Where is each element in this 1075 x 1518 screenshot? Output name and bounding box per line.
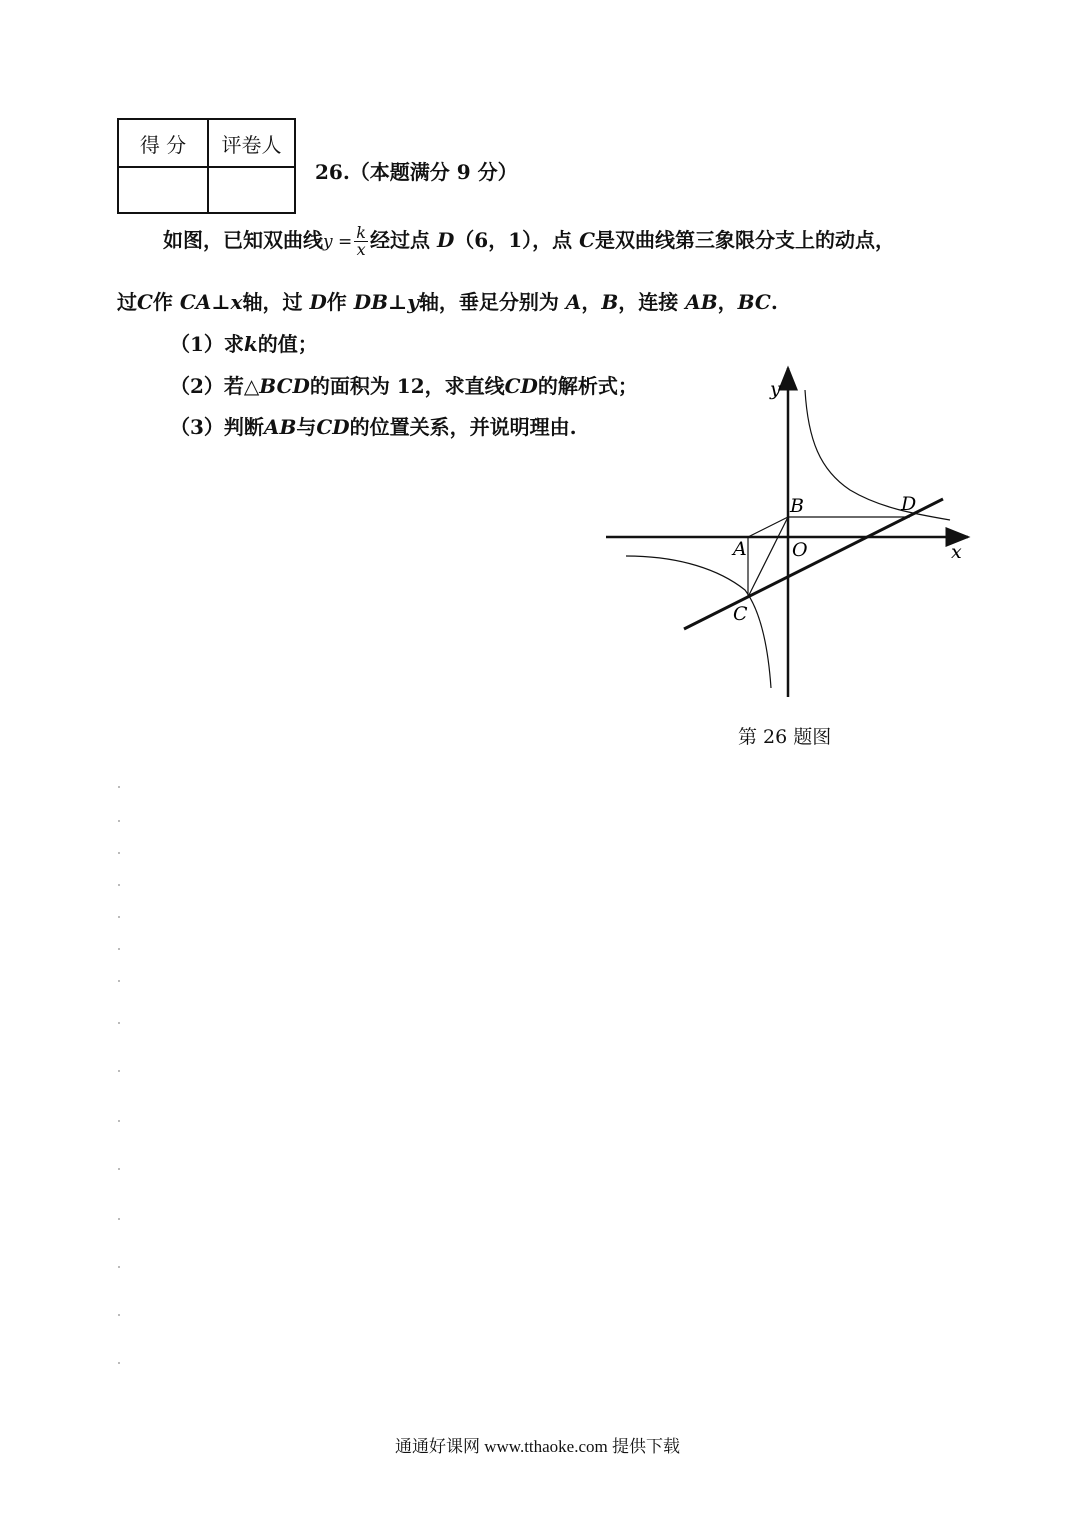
question-number-title: 26.（本题满分 9 分） <box>315 160 518 184</box>
text: 作 <box>152 290 173 314</box>
intro-text: 如图，已知双曲线 <box>163 228 323 252</box>
page-footer: 通通好课网 www.tthaoke.com 提供下载 <box>394 1437 681 1456</box>
perp-symbol: ⊥ <box>388 290 408 314</box>
reviewer-header: 评卷人 <box>221 132 282 157</box>
var-x: x <box>230 290 243 314</box>
point-d-label: D <box>436 228 455 252</box>
formula-lhs: y = <box>323 232 353 252</box>
line-cd <box>684 499 943 629</box>
var-cd: CD <box>316 415 350 439</box>
label-x-axis: x <box>951 541 962 563</box>
var-db: DB <box>353 290 388 314</box>
text: 的面积为 12，求直线 <box>309 374 505 398</box>
text: 过 <box>117 290 137 314</box>
figure-caption: 第 26 题图 <box>738 726 832 748</box>
score-header: 得 分 <box>139 132 187 157</box>
label-y-axis: y <box>770 378 781 400</box>
scan-dot <box>118 884 120 886</box>
var-b: B <box>601 290 619 314</box>
text: 的位置关系，并说明理由. <box>349 415 577 439</box>
scan-dot <box>118 916 120 918</box>
text: ，连接 <box>618 290 679 314</box>
segment-bc <box>748 517 788 597</box>
var-bc: BC <box>737 290 771 314</box>
text: ， <box>717 290 738 314</box>
scan-dot <box>118 852 120 854</box>
intro-text-2: 经过点 <box>369 228 430 252</box>
label-point-a: A <box>733 538 747 560</box>
scan-dot <box>118 1218 120 1220</box>
point-d-coords: （6，1），点 <box>454 228 573 252</box>
intro-text-3: 是双曲线第三象限分支上的动点， <box>595 228 896 252</box>
label-point-c: C <box>733 603 748 625</box>
text: 与 <box>296 415 317 439</box>
var-k: k <box>243 332 258 356</box>
formula-numerator: k <box>356 223 366 242</box>
var-ca: CA <box>179 290 212 314</box>
scan-dot <box>118 820 120 822</box>
var-y: y <box>407 290 419 314</box>
text: 作 <box>326 290 347 314</box>
scan-dot <box>118 1266 120 1268</box>
text: 轴，垂足分别为 <box>418 290 559 314</box>
var-c: C <box>137 290 153 314</box>
scan-dot <box>118 1168 120 1170</box>
text: （2）若△ <box>170 374 260 398</box>
var-ab: AB <box>263 415 297 439</box>
scan-dot <box>118 1022 120 1024</box>
var-a: A <box>565 290 582 314</box>
var-ab: AB <box>685 290 718 314</box>
var-bcd: BCD <box>259 374 310 398</box>
scan-dot <box>118 980 120 982</box>
scan-dot <box>118 1314 120 1316</box>
text: （3）判断 <box>170 415 264 439</box>
label-origin: O <box>792 539 808 561</box>
point-c-label: C <box>579 228 596 252</box>
hyperbola-branch-q1 <box>805 390 950 520</box>
scan-dot <box>118 786 120 788</box>
text: 轴，过 <box>242 290 303 314</box>
text: 的值； <box>257 332 318 356</box>
text: . <box>770 290 778 314</box>
segment-ab <box>748 517 788 537</box>
scan-dot <box>118 948 120 950</box>
label-point-b: B <box>790 495 804 517</box>
label-point-d: D <box>901 493 917 515</box>
perp-symbol: ⊥ <box>211 290 231 314</box>
text: 的解析式； <box>537 374 638 398</box>
var-d: D <box>309 290 327 314</box>
scan-dot <box>118 1120 120 1122</box>
text: ， <box>581 290 602 314</box>
scan-dot <box>118 1362 120 1364</box>
text: （1）求 <box>170 332 244 356</box>
formula-denominator: x <box>356 240 366 259</box>
scan-dot <box>118 1070 120 1072</box>
var-cd: CD <box>504 374 538 398</box>
